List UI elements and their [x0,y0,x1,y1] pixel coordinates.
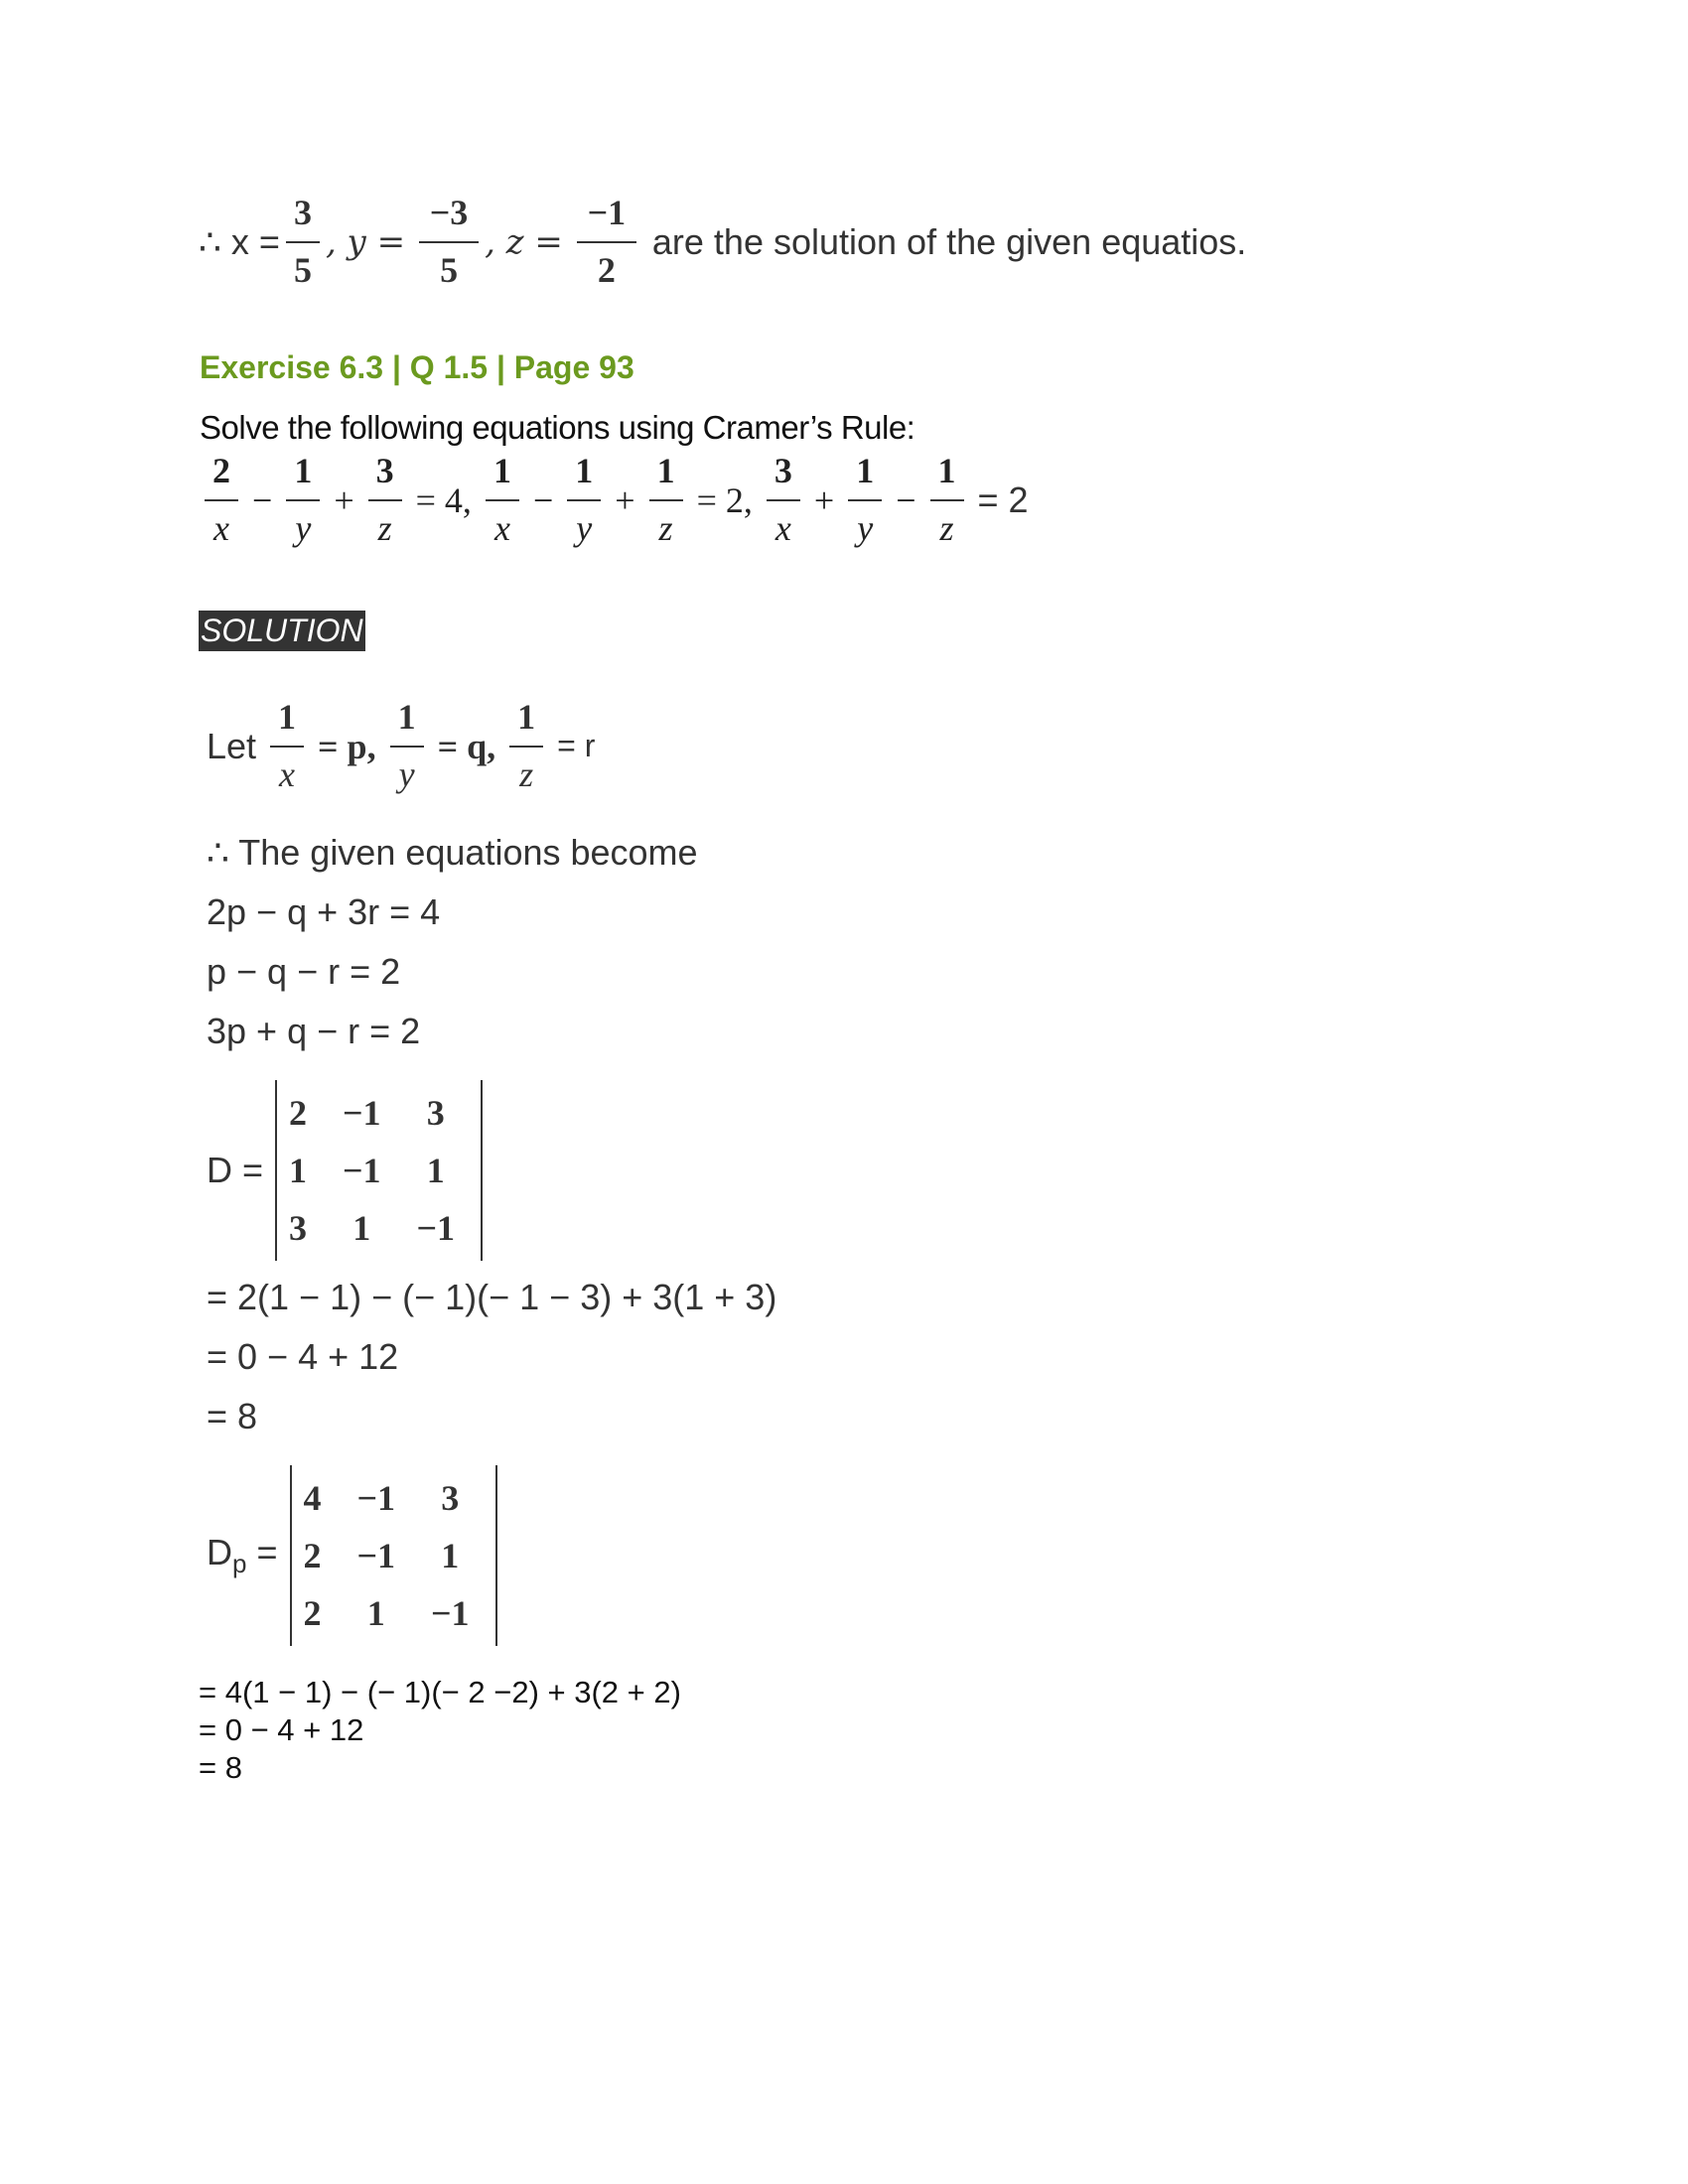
dp-step-2: = 0 − 4 + 12 [199,1712,364,1747]
eq2-term1: $\frac{1}{x}$ [486,452,519,548]
dp-step-1: = 4(1 − 1) − (− 1)(− 2 −2) + 3(2 + 2) [199,1675,681,1709]
determinant-d [207,1080,483,1261]
operator: + [813,479,835,520]
eq2-term2: $\frac{1}{y}$ [567,452,601,548]
operator: − [252,479,273,520]
x-fraction: $\frac{3}{5}$ [286,194,320,290]
eq3-term3: $\frac{1}{z}$ [930,452,964,548]
determinant-dp [207,1465,497,1646]
system-equation-3: 3p + q − r = 2 [207,1011,421,1051]
d-step-1: = 2(1 − 1) − (− 1)(− 1 − 3) + 3(1 + 3) [207,1277,777,1317]
previous-solution-line [199,194,1246,290]
eq1-term1: $\frac{2}{x}$ [205,452,238,548]
y-label: , y = [325,221,406,262]
d-label: D = [207,1150,264,1190]
system-equation-1: 2p − q + 3r = 4 [207,891,441,932]
question-equations [199,452,1029,548]
d-matrix: 2 −1 3 1 −1 1 3 1 −1 [275,1080,483,1261]
one-over-y: $\frac{1}{y}$ [390,698,424,794]
eq1-term3: $\frac{3}{z}$ [368,452,402,548]
solution-suffix: are the solution of the given equatios. [651,220,1247,262]
eq3-term2: $\frac{1}{y}$ [848,452,882,548]
eq1-term2: $\frac{1}{y}$ [286,452,320,548]
z-label: , z = [485,221,563,262]
d-step-3: = 8 [207,1396,258,1436]
eq3-rhs: = 2 [977,478,1029,520]
let-label: Let [207,725,257,766]
equations-become-text: ∴ The given equations become [207,832,698,873]
eq1-rhs: = 4, [415,479,472,520]
system-equation-2: p − q − r = 2 [207,951,401,992]
operator: + [334,479,354,520]
eq2-term3: $\frac{1}{z}$ [649,452,683,548]
y-fraction: $\frac{-3}{5}$ [419,194,479,290]
solution-label: SOLUTION [199,611,365,651]
exercise-heading: Exercise 6.3 | Q 1.5 | Page 93 [200,349,634,385]
dp-matrix: 4 −1 3 2 −1 1 2 1 −1 [290,1465,497,1646]
dp-label: $D_p$ = [207,1531,278,1579]
question-text: Solve the following equations using Cramer’s Rule: [200,409,915,446]
one-over-x: $\frac{1}{x}$ [270,698,304,794]
operator: + [615,479,635,520]
one-over-z: $\frac{1}{z}$ [509,698,543,794]
eq3-term1: $\frac{3}{x}$ [767,452,800,548]
d-step-2: = 0 − 4 + 12 [207,1336,399,1377]
equals-r: = r [557,728,596,764]
z-fraction: $\frac{-1}{2}$ [577,194,636,290]
operator: − [896,479,916,520]
substitution-line [207,698,595,794]
operator: − [532,479,554,520]
equals-p: = p, [318,726,376,766]
dp-step-3: = 8 [199,1750,242,1785]
eq2-rhs: = 2, [696,479,753,520]
equals-q: = q, [437,726,496,766]
therefore-x-label: ∴ x = [199,220,280,262]
